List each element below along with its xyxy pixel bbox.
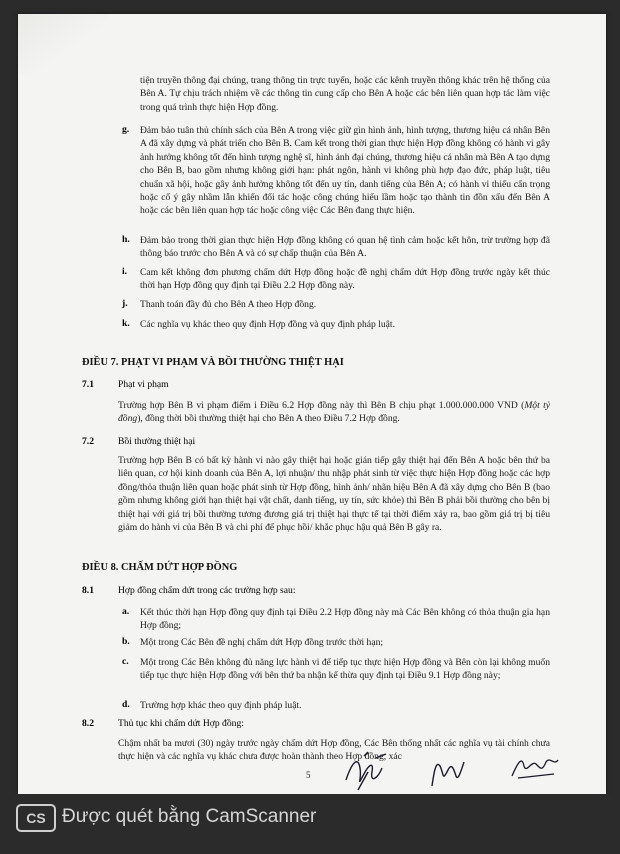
page-number: 5: [306, 770, 311, 780]
document-page: [18, 14, 606, 794]
section-8-1-number: 8.1: [82, 585, 94, 596]
item-letter-a: a.: [122, 606, 130, 617]
item-letter-i: i.: [122, 266, 128, 277]
item-text-a: Kết thúc thời hạn Hợp đồng quy định tại Điều 2.2 Hợp đồng này mà Các Bên không có thỏa thuận gia hạn Hợp đồng;: [140, 607, 550, 632]
section-7-1-number: 7.1: [82, 379, 94, 390]
continuation-paragraph: tiện truyền thông đại chúng, trang thông tin trực tuyến, hoặc các kênh truyền thông khác trên hệ thống của Bên A. Tự chịu trách nhiệm về các thông tin cung cấp cho Bên A hoặc các bên liên quan hợp tác làm việc trong quá trình thực hiện Hợp đồng.: [140, 75, 550, 113]
item-letter-d: d.: [122, 699, 130, 710]
item-letter-c: c.: [122, 656, 129, 667]
section-7-2-text: Trường hợp Bên B có bất kỳ hành vi nào gây thiệt hại hoặc gián tiếp gây thiệt hại đến Bên A hoặc bên thứ ba liên quan, cơ hội kinh doanh của Bên A, lợi nhuận/ thu nhập phát sinh từ việc thực hiện Hợp đồng hoặc các hợp đồng/thỏa thuận liên quan hoặc phát sinh từ Hợp đồng, hình ảnh/ nhãn hiệu Bên A đã xây dựng cho Bên B (bao gồm nhưng không giới hạn thiệt hại vật chất, danh tiếng, uy tín, sức khỏe) thì Bên B phải bồi thường cho bên bị thiệt hại với giá trị bồi thường tương đương giá trị thiệt hại thực tế tại thời điểm xảy ra, bao gồm giá trị bị tiêu giảm do hành vi của Bên B và chi phí để phục hồi/ khắc phục hậu quả Bên B gây ra.: [118, 455, 550, 534]
section-7-1-text: Trường hợp Bên B vi phạm điểm i Điều 6.2 Hợp đồng này thì Bên B chịu phạt 1.000.000.000 VND (Một tỷ đồng), đồng thời bồi thường thiệt hại cho Bên A theo Điều 7.2 Hợp đồng.: [118, 400, 550, 425]
article-7-heading: ĐIỀU 7. PHẠT VI PHẠM VÀ BỒI THƯỜNG THIỆT HẠI: [82, 357, 344, 368]
article-8-heading: ĐIỀU 8. CHẤM DỨT HỢP ĐỒNG: [82, 562, 238, 573]
camscanner-footer: [0, 794, 620, 854]
camscanner-watermark-text: Được quét bằng CamScanner: [62, 806, 317, 827]
signature-3: [508, 752, 562, 782]
item-letter-k: k.: [122, 318, 130, 329]
signature-1: [338, 750, 398, 794]
item-text-k: Các nghĩa vụ khác theo quy định Hợp đồng và quy định pháp luật.: [140, 319, 395, 330]
item-text-b: Một trong Các Bên đề nghị chấm dứt Hợp đồng trước thời hạn;: [140, 637, 384, 648]
item-text-c: Một trong Các Bên không đủ năng lực hành vi để tiếp tục thực hiện Hợp đồng và Bên còn lại không muốn tiếp tục thực hiện Hợp đồng với bên thứ ba nhận kế thừa quy định tại Điều 9.1 Hợp đồng này;: [140, 657, 550, 682]
item-letter-b: b.: [122, 636, 130, 647]
item-text-h: Đảm bảo trong thời gian thực hiện Hợp đồng không có quan hệ tình cảm hoặc kết hôn, trừ trường hợp đã thông báo trước cho Bên A và có sự chấp thuận của Bên A.: [140, 235, 550, 260]
section-8-2-text: Chậm nhất ba mươi (30) ngày trước ngày chấm dứt Hợp đồng, Các Bên thống nhất các nghĩa vụ tài chính chưa thực hiện và các nghĩa vụ khác chưa được hoàn thành theo Hợp đồng, xác: [118, 738, 550, 763]
section-8-2-title: Thủ tục khi chấm dứt Hợp đồng:: [118, 718, 244, 729]
item-text-d: Trường hợp khác theo quy định pháp luật.: [140, 700, 302, 711]
section-8-1-title: Hợp đồng chấm dứt trong các trường hợp sau:: [118, 585, 296, 596]
item-text-j: Thanh toán đầy đủ cho Bên A theo Hợp đồng.: [140, 299, 317, 310]
section-7-1-title: Phạt vi phạm: [118, 379, 169, 390]
section-8-2-number: 8.2: [82, 718, 94, 729]
signature-2: [428, 756, 468, 790]
section-7-2-number: 7.2: [82, 436, 94, 447]
item-text-i: Cam kết không đơn phương chấm dứt Hợp đồng hoặc đề nghị chấm dứt Hợp đồng trước ngày kết thúc thời hạn Hợp đồng quy định tại Điều 2.2 Hợp đồng này.: [140, 267, 550, 292]
item-letter-j: j.: [122, 298, 128, 309]
page-fold: [18, 14, 108, 74]
item-text-g: Đảm bảo tuân thủ chính sách của Bên A trong việc giữ gìn hình ảnh, hình tượng, thương hiệu cá nhân Bên A đã xây dựng và phát triển cho Bên B. Cam kết trong thời gian thực hiện Hợp đồng không có hành vi gây ảnh hưởng không tốt đến hình tượng nghệ sĩ, hình ảnh đại chúng, thương hiệu cá nhân mà Bên A tạo dựng cho Bên B, bao gồm nhưng không giới hạn: phát ngôn, hành vi không phù hợp đạo đức, pháp luật, tiêu chuẩn xã hội, hoặc gây ảnh hưởng không tốt đến uy tín, danh tiếng của Bên A; có hành vi thiếu cẩn trọng hoặc cố ý gây nhầm lẫn khiến đối tác hoặc công chúng hiểu lầm hoặc tạo thành tin đồn xấu đến Bên A hoặc các bên liên quan hợp tác hoặc công việc Các Bên đang thực hiện.: [140, 125, 550, 217]
camscanner-logo: CS: [16, 804, 56, 832]
item-letter-h: h.: [122, 234, 130, 245]
section-7-2-title: Bồi thường thiệt hại: [118, 436, 196, 447]
item-letter-g: g.: [122, 124, 130, 135]
